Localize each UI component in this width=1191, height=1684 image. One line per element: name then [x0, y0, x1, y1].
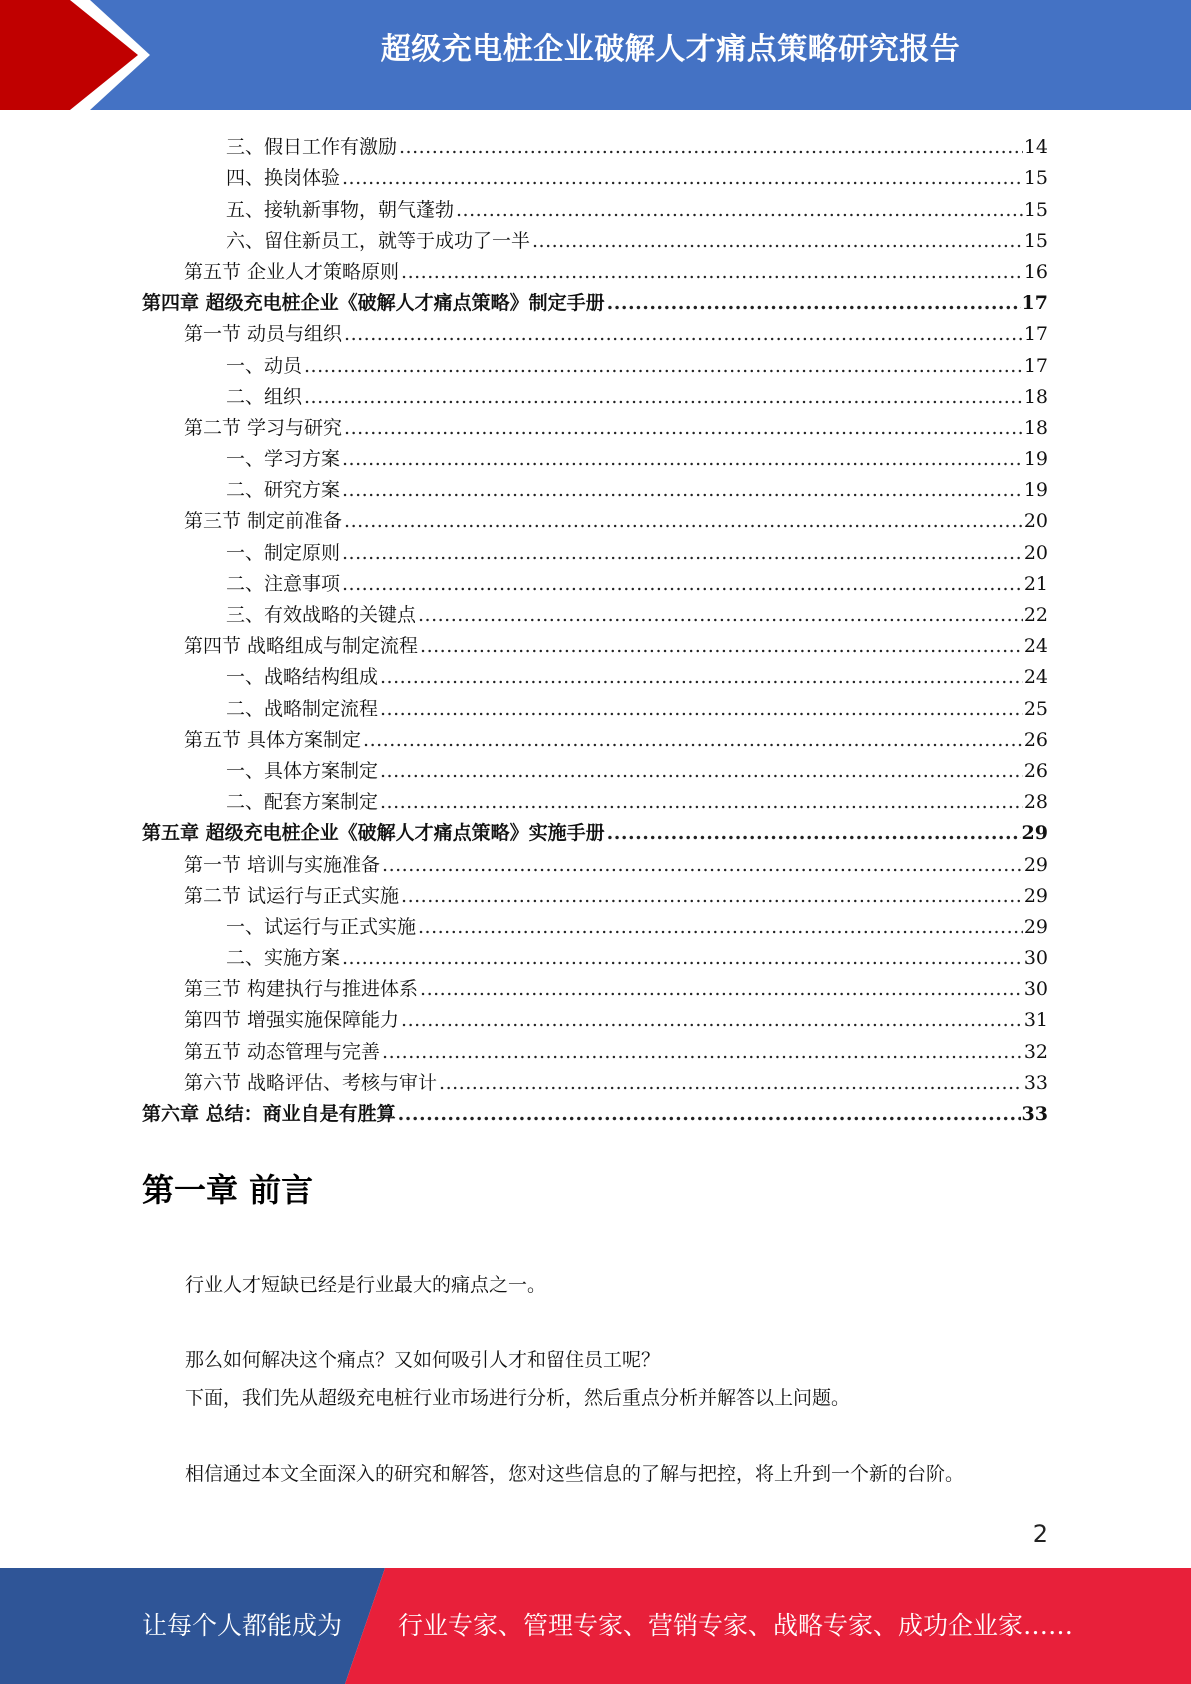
toc-entry-label: 四、换岗体验: [226, 167, 341, 190]
toc-entry-label: 三、假日工作有激励: [226, 136, 398, 159]
toc-entry-label: 六、留住新员工，就等于成功了一半: [226, 229, 531, 252]
toc-dot-leader: [380, 760, 1023, 782]
toc-entry-page: 19: [1023, 479, 1048, 502]
toc-dot-leader: [363, 729, 1023, 751]
toc-entry-page: 25: [1023, 697, 1048, 720]
toc-entry-page: 26: [1023, 728, 1048, 751]
toc-entry-page: 30: [1023, 978, 1048, 1001]
footer-slogan-left: 让每个人都能成为: [142, 1611, 343, 1640]
toc-entry-label: 一、学习方案: [226, 448, 341, 471]
footer-slogan-right: 行业专家、管理专家、营销专家、战略专家、成功企业家……: [398, 1611, 1074, 1640]
toc-dot-leader: [439, 1072, 1023, 1094]
toc-dot-leader: [418, 916, 1023, 938]
toc-entry[interactable]: [142, 127, 1048, 158]
toc-entry[interactable]: [142, 564, 1048, 595]
toc-entry-label: 第五节 企业人才策略原则: [184, 260, 400, 283]
header-red-chevron: [0, 0, 148, 110]
toc-entry-page: 31: [1023, 1009, 1048, 1032]
toc-entry[interactable]: [142, 470, 1048, 501]
paragraph-1: 行业人才短缺已经是行业最大的痛点之一。: [185, 1274, 547, 1296]
toc-entry[interactable]: [142, 189, 1048, 220]
toc-dot-leader: [418, 604, 1023, 626]
toc-dot-leader: [304, 355, 1023, 377]
toc-entry-label: 第四节 增强实施保障能力: [184, 1009, 400, 1032]
toc-entry-page: 24: [1023, 666, 1048, 689]
page-footer: [0, 1568, 1191, 1684]
document-title: 超级充电桩企业破解人才痛点策略研究报告: [380, 32, 961, 67]
toc-entry-label: 一、制定原则: [226, 541, 341, 564]
toc-entry-page: 18: [1023, 385, 1048, 408]
toc-entry-label: 第一节 动员与组织: [184, 323, 343, 346]
toc-entry-label: 第六章 总结：商业自是有胜算: [142, 1103, 396, 1125]
toc-dot-leader: [399, 136, 1023, 158]
toc-entry-page: 26: [1023, 759, 1048, 782]
toc-entry-label: 二、配套方案制定: [226, 791, 379, 814]
toc-dot-leader: [344, 510, 1023, 532]
toc-dot-leader: [342, 448, 1023, 470]
toc-entry-page: 24: [1023, 635, 1048, 658]
toc-entry-page: 29: [1021, 822, 1048, 845]
toc-entry-label: 第二节 学习与研究: [184, 416, 343, 439]
toc-entry[interactable]: [142, 283, 1048, 314]
toc-entry-label: 二、实施方案: [226, 947, 341, 970]
toc-dot-leader: [342, 479, 1023, 501]
toc-entry[interactable]: [142, 969, 1048, 1000]
toc-dot-leader: [382, 1041, 1023, 1063]
toc-dot-leader: [380, 698, 1023, 720]
toc-entry[interactable]: [142, 1031, 1048, 1062]
toc-entry-page: 33: [1023, 1071, 1048, 1094]
toc-dot-leader: [342, 167, 1023, 189]
toc-entry-label: 二、组织: [226, 385, 303, 408]
toc-entry-label: 一、战略结构组成: [226, 666, 379, 689]
toc-entry-label: 一、具体方案制定: [226, 759, 379, 782]
toc-entry-page: 32: [1023, 1040, 1048, 1063]
toc-entry-page: 20: [1023, 541, 1048, 564]
toc-dot-leader: [380, 791, 1023, 813]
toc-entry-label: 一、动员: [226, 354, 303, 377]
toc-entry[interactable]: [142, 377, 1048, 408]
toc-entry-label: 第三节 构建执行与推进体系: [184, 978, 419, 1001]
toc-entry[interactable]: [142, 813, 1048, 844]
toc-entry-page: 20: [1023, 510, 1048, 533]
toc-dot-leader: [607, 822, 1021, 844]
toc-entry-page: 29: [1023, 915, 1048, 938]
toc-entry-label: 第三节 制定前准备: [184, 510, 343, 533]
toc-entry-label: 第一节 培训与实施准备: [184, 853, 381, 876]
toc-entry-page: 15: [1023, 167, 1048, 190]
toc-entry-page: 29: [1023, 884, 1048, 907]
toc-dot-leader: [342, 542, 1023, 564]
toc-entry[interactable]: [142, 595, 1048, 626]
toc-entry-label: 二、战略制定流程: [226, 697, 379, 720]
toc-entry[interactable]: [142, 345, 1048, 376]
toc-entry[interactable]: [142, 782, 1048, 813]
toc-entry[interactable]: [142, 532, 1048, 563]
toc-entry[interactable]: [142, 439, 1048, 470]
toc-entry-label: 二、研究方案: [226, 479, 341, 502]
toc-entry[interactable]: [142, 501, 1048, 532]
toc-entry[interactable]: [142, 1063, 1048, 1094]
toc-entry-page: 19: [1023, 448, 1048, 471]
toc-entry-page: 16: [1023, 260, 1048, 283]
toc-entry[interactable]: [142, 1000, 1048, 1031]
toc-dot-leader: [401, 261, 1023, 283]
toc-entry-page: 30: [1023, 947, 1048, 970]
toc-entry-page: 14: [1023, 136, 1048, 159]
toc-dot-leader: [607, 292, 1021, 314]
toc-entry[interactable]: [142, 158, 1048, 189]
toc-entry[interactable]: [142, 720, 1048, 751]
toc-entry-label: 第五节 动态管理与完善: [184, 1040, 381, 1063]
toc-entry-page: 29: [1023, 853, 1048, 876]
toc-dot-leader: [401, 885, 1023, 907]
toc-entry[interactable]: [142, 626, 1048, 657]
toc-entry-page: 18: [1023, 416, 1048, 439]
toc-entry[interactable]: [142, 221, 1048, 252]
toc-dot-leader: [382, 854, 1023, 876]
toc-dot-leader: [344, 417, 1023, 439]
page-number: 2: [1032, 1520, 1048, 1548]
toc-dot-leader: [342, 947, 1023, 969]
toc-entry-page: 33: [1021, 1103, 1048, 1125]
toc-entry-label: 第五节 具体方案制定: [184, 728, 362, 751]
toc-dot-leader: [401, 1009, 1023, 1031]
toc-entry-label: 第四章 超级充电桩企业《破解人才痛点策略》制定手册: [142, 292, 605, 315]
toc-dot-leader: [456, 199, 1023, 221]
toc-entry-label: 一、试运行与正式实施: [226, 915, 417, 938]
toc-entry-page: 21: [1023, 572, 1048, 595]
toc-dot-leader: [380, 666, 1023, 688]
toc-entry-label: 第四节 战略组成与制定流程: [184, 635, 419, 658]
paragraph-3: 下面，我们先从超级充电桩行业市场进行分析，然后重点分析并解答以上问题。: [185, 1387, 851, 1409]
toc-entry[interactable]: [142, 252, 1048, 283]
toc-entry-label: 第二节 试运行与正式实施: [184, 884, 400, 907]
toc-entry-page: 22: [1023, 604, 1048, 626]
toc-entry[interactable]: [142, 688, 1048, 719]
toc-entry-page: 15: [1023, 229, 1048, 252]
toc-entry-page: 17: [1021, 292, 1048, 315]
toc-entry-page: 17: [1023, 354, 1048, 377]
toc-entry[interactable]: [142, 1094, 1048, 1125]
toc-entry-label: 第六节 战略评估、考核与审计: [184, 1071, 438, 1094]
toc-dot-leader: [304, 386, 1023, 408]
toc-entry-page: 28: [1023, 791, 1048, 814]
toc-entry[interactable]: [142, 751, 1048, 782]
chapter-title: 第一章 前言: [142, 1171, 314, 1209]
paragraph-2: 那么如何解决这个痛点？又如何吸引人才和留住员工呢？: [185, 1349, 661, 1371]
toc-entry-label: 五、接轨新事物，朝气蓬勃: [226, 198, 455, 221]
toc-dot-leader: [420, 978, 1023, 1000]
toc-dot-leader: [398, 1103, 1021, 1125]
toc-entry[interactable]: [142, 938, 1048, 969]
page-header: [0, 0, 1191, 110]
paragraph-4: 相信通过本文全面深入的研究和解答，您对这些信息的了解与把控，将上升到一个新的台阶。: [185, 1463, 965, 1485]
toc-entry[interactable]: [142, 657, 1048, 688]
toc-entry[interactable]: [142, 314, 1048, 345]
toc-entry-page: 15: [1023, 198, 1048, 221]
toc-dot-leader: [532, 230, 1023, 252]
toc-entry-label: 三、有效战略的关键点: [226, 604, 417, 626]
toc-dot-leader: [344, 323, 1023, 345]
toc-dot-leader: [342, 573, 1023, 595]
toc-entry[interactable]: [142, 844, 1048, 875]
toc-entry-page: 17: [1023, 323, 1048, 346]
toc-dot-leader: [420, 635, 1023, 657]
toc-entry[interactable]: [142, 876, 1048, 907]
toc-entry[interactable]: [142, 408, 1048, 439]
table-of-contents: [142, 127, 1048, 1125]
toc-entry[interactable]: [142, 907, 1048, 938]
toc-entry-label: 第五章 超级充电桩企业《破解人才痛点策略》实施手册: [142, 822, 605, 845]
toc-entry-label: 二、注意事项: [226, 572, 341, 595]
